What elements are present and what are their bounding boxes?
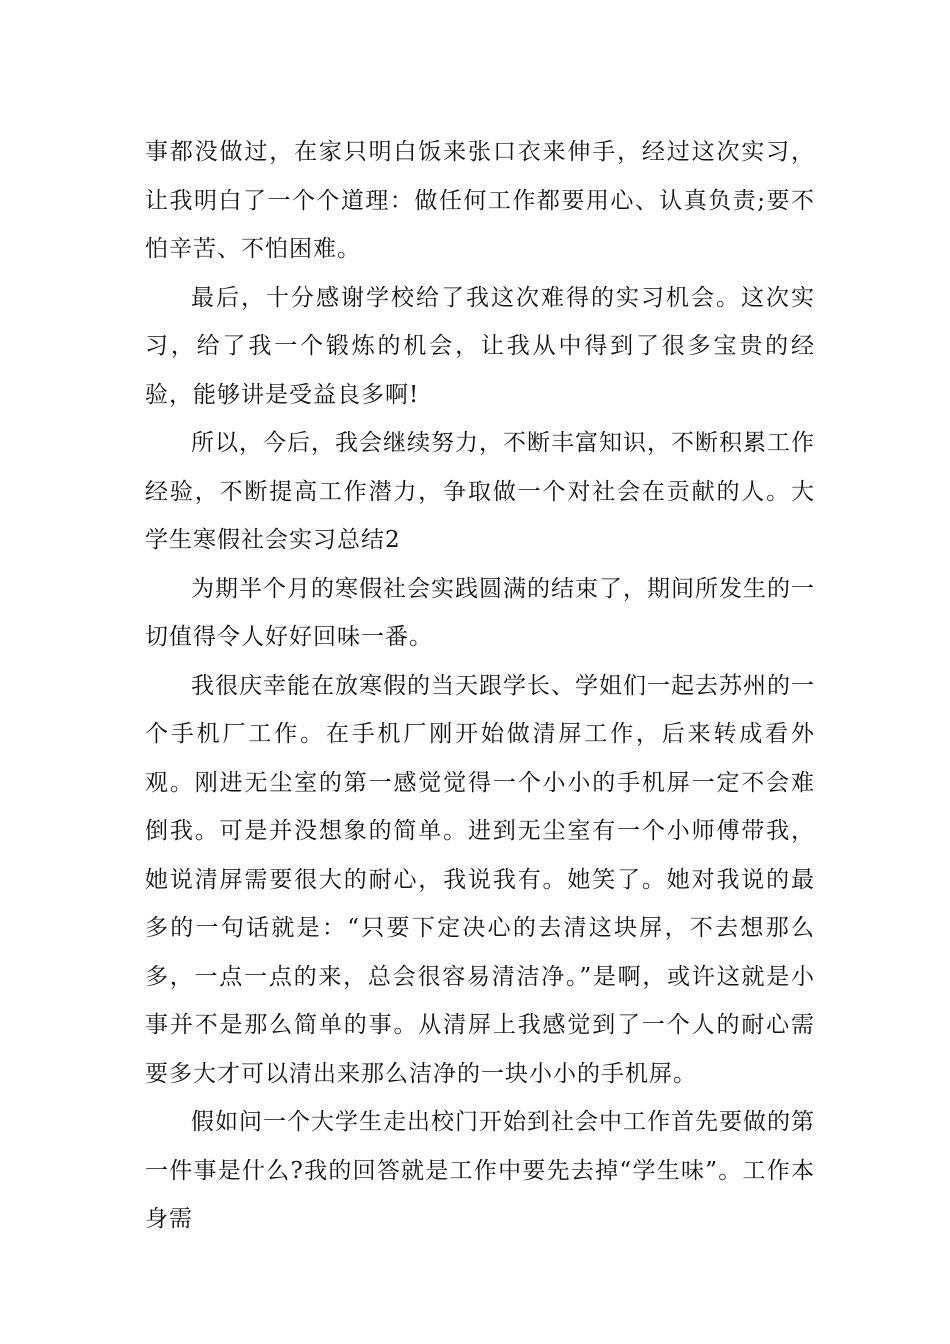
paragraph-4: 为期半个月的寒假社会实践圆满的结束了，期间所发生的一切值得令人好好回味一番。 (145, 575, 815, 650)
paragraph-1: 事都没做过，在家只明白饭来张口衣来伸手，经过这次实习，让我明白了一个个道理：做任何工作都要用心、认真负责;要不怕辛苦、不怕困难。 (145, 139, 815, 262)
paragraph-3: 所以，今后，我会继续努力，不断丰富知识，不断积累工作经验，不断提高工作潜力，争取做一个对社会在贡献的人。大学生寒假社会实习总结2 (145, 430, 815, 553)
paragraph-5: 我很庆幸能在放寒假的当天跟学长、学姐们一起去苏州的一个手机厂工作。在手机厂刚开始做清屏工作，后来转成看外观。刚进无尘室的第一感觉觉得一个小小的手机屏一定不会难倒我。可是并没想象的简单。进到无尘室有一个小师傅带我，她说清屏需要很大的耐心，我说我有。她笑了。她对我说的最多的一句话就是：“只要下定决心的去清这块屏，不去想那么多，一点一点的来，总会很容易清洁净。”是啊，或许这就是小事并不是那么简单的事。从清屏上我感觉到了一个人的耐心需要多大才可以清出来那么洁净的一块小小的手机屏。 (145, 672, 815, 1087)
document-body (145, 128, 815, 1244)
paragraph-6: 假如问一个大学生走出校门开始到社会中工作首先要做的第一件事是什么?我的回答就是工作中要先去掉“学生味”。工作本身需 (145, 1109, 815, 1232)
paragraph-2: 最后，十分感谢学校给了我这次难得的实习机会。这次实习，给了我一个锻炼的机会，让我从中得到了很多宝贵的经验，能够讲是受益良多啊! (145, 284, 815, 408)
